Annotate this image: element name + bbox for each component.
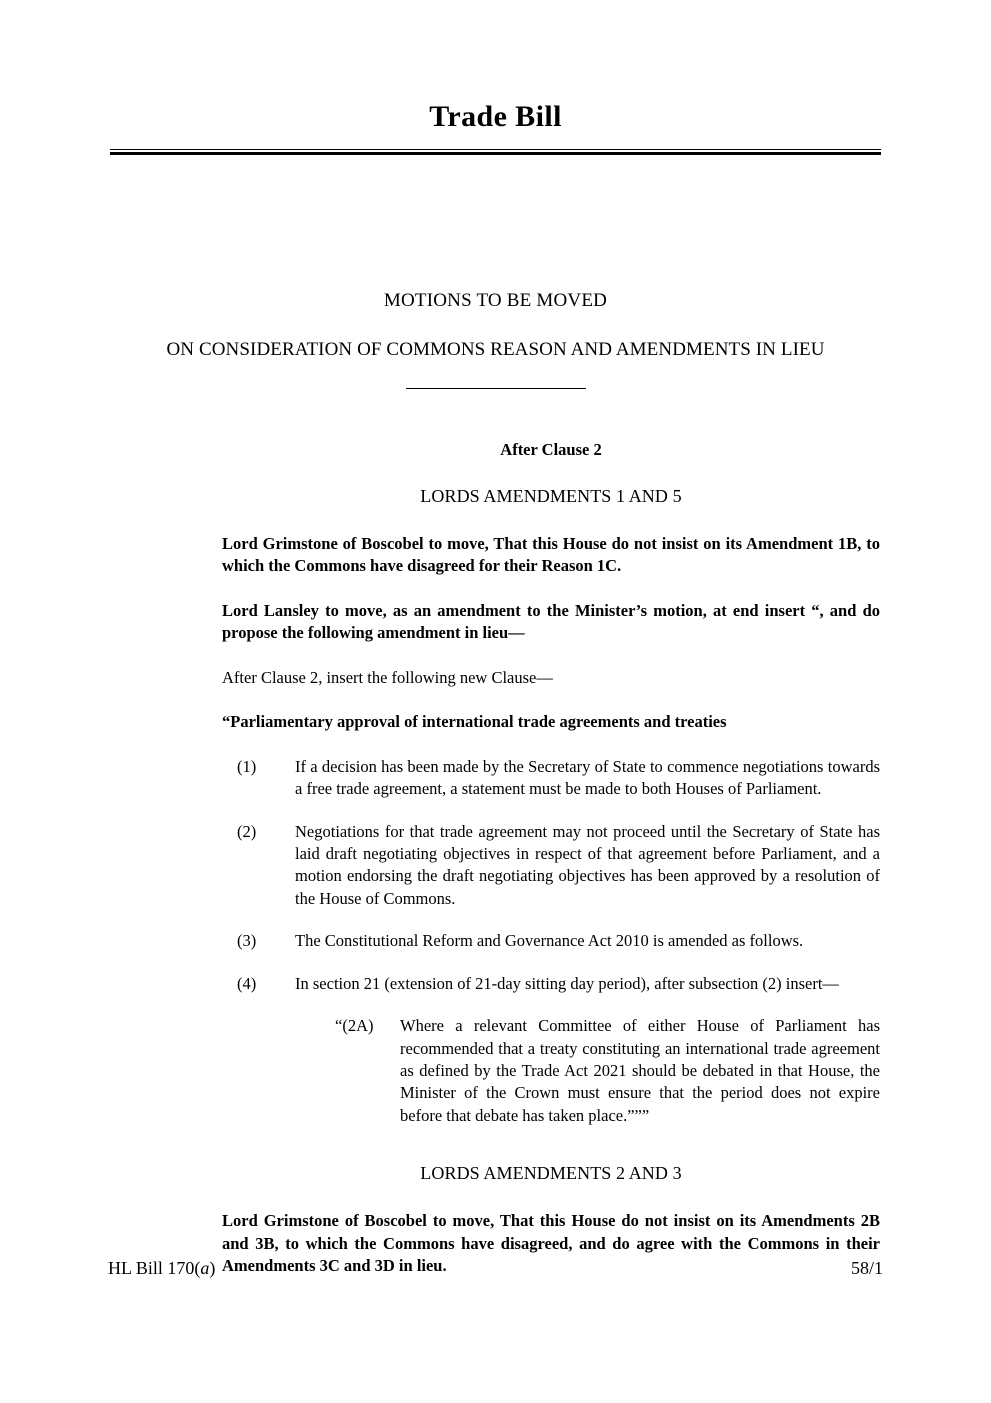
subsection-4 xyxy=(222,973,880,995)
subsection-2 xyxy=(222,821,880,911)
masthead xyxy=(110,100,881,155)
page-footer xyxy=(108,1258,883,1279)
subsection-text: If a decision has been made by the Secretary of State to commence negotiations towards a free trade agreement, a statement must be made to both Houses of Parliament. xyxy=(295,756,880,799)
section-divider-wrap xyxy=(110,388,881,389)
subsection-3 xyxy=(222,930,880,952)
quoted-subsection-2a xyxy=(222,1015,880,1127)
masthead-divider xyxy=(110,149,881,155)
bill-number-prefix: HL Bill 170( xyxy=(108,1258,201,1278)
lords-amendments-1-5-heading: LORDS AMENDMENTS 1 AND 5 xyxy=(420,486,682,506)
new-clause-title: “Parliamentary approval of international trade agreements and treaties xyxy=(222,712,727,732)
subsection-marker: (1) xyxy=(237,756,257,776)
section-divider xyxy=(406,388,586,389)
page-number: 58/1 xyxy=(850,1258,883,1278)
subsection-marker: (3) xyxy=(237,931,257,951)
quoted-subsection-text: Where a relevant Committee of either House of Parliament has recommended that a treaty constituting an international trade agreement as defined by the Trade Act 2021 should be debated in that House, the Minister of the Crown must ensure that the period does not expire before that debate has taken place.””” xyxy=(400,1016,880,1125)
consideration-heading: ON CONSIDERATION OF COMMONS REASON AND AMENDMENTS IN LIEU xyxy=(166,338,825,360)
subsection-text: Negotiations for that trade agreement may not proceed until the Secretary of State has laid draft negotiating objectives in respect of that agreement before Parliament, and a motion endorsing the draft negotiating objectives has been approved by a resolution of the House of Commons. xyxy=(295,821,880,908)
bill-number-closing-paren: ) xyxy=(209,1258,216,1278)
insert-instruction: After Clause 2, insert the following new Clause— xyxy=(222,667,553,687)
subsection-marker: (2) xyxy=(237,821,257,841)
page-title: Trade Bill xyxy=(429,100,562,133)
motion-grimstone-amendments-2b-3b: Lord Grimstone of Boscobel to move, That this House do not insist on its Amendments 2B and 3B, to which the Commons have disagreed, and do agree with the Commons in their Amendments 3C and 3D in lieu. xyxy=(222,1211,880,1276)
subsection-text: In section 21 (extension of 21-day sitting day period), after subsection (2) insert— xyxy=(295,973,839,993)
lords-amendments-2-3-heading: LORDS AMENDMENTS 2 AND 3 xyxy=(420,1163,682,1184)
subsection-marker: (4) xyxy=(237,973,257,993)
motions-to-be-moved-heading: MOTIONS TO BE MOVED xyxy=(383,290,608,311)
subsection-text: The Constitutional Reform and Governance Act 2010 is amended as follows. xyxy=(295,931,804,951)
quoted-subsection-marker: “(2A) xyxy=(335,1016,374,1036)
bill-number xyxy=(108,1258,215,1279)
subsection-1 xyxy=(222,756,880,801)
motion-lansley-amendment-in-lieu: Lord Lansley to move, as an amendment to the Minister’s motion, at end insert “, and do propose the following amendment in lieu— xyxy=(222,600,880,643)
motions-heading-block xyxy=(110,290,881,389)
document-body xyxy=(222,440,880,1278)
bill-number-italic-suffix: a xyxy=(200,1258,210,1278)
motion-grimstone-amendment-1b: Lord Grimstone of Boscobel to move, That this House do not insist on its Amendment 1B, to which the Commons have disagreed for their Reason 1C. xyxy=(222,534,880,576)
after-clause-heading: After Clause 2 xyxy=(500,440,602,459)
